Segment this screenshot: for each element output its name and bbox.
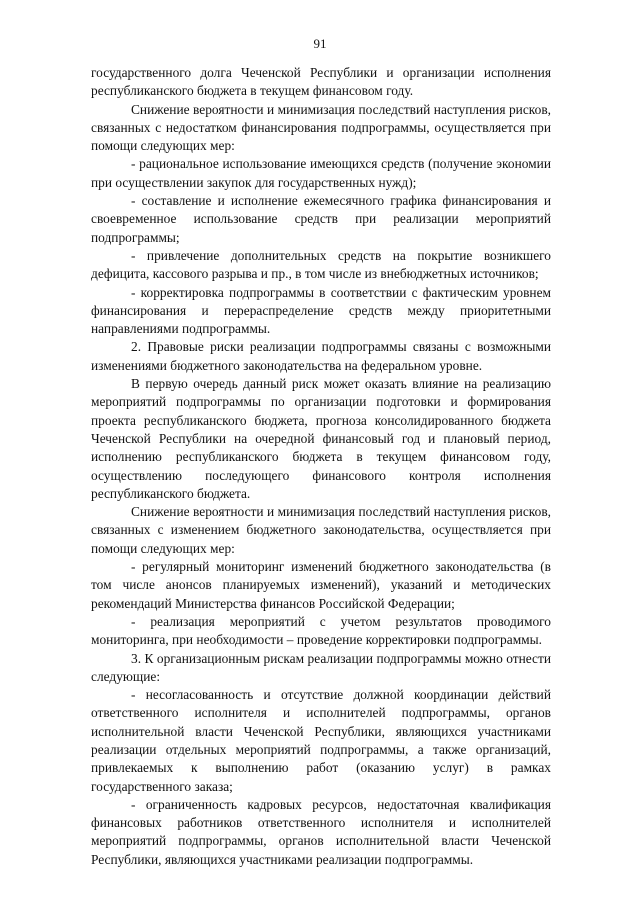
paragraph-legal-risk-impact: В первую очередь данный риск может оказать влияние на реализацию мероприятий подпрограммы по организации подготовки и формирования проекта республиканского бюджета, прогноза консолидированного бюджета Чеченской Республики на очередной финансовый год и плановый период, исполнению республиканского бюджета в текущем финансовом году, осуществлению последующего финансового контроля исполнения республиканского бюджета. xyxy=(91,376,551,501)
paragraph-legal-risks: 2. Правовые риски реализации подпрограммы связаны с возможными изменениями бюджетного законодательства на федеральном уровне. xyxy=(91,339,551,373)
document-body xyxy=(91,64,551,869)
paragraph-risk-mitigation-legal: Снижение вероятности и минимизация последствий наступления рисков, связанных с изменением бюджетного законодательства, осуществляется при помощи следующих мер: xyxy=(91,504,551,556)
list-item-implementation: - реализация мероприятий с учетом результатов проводимого мониторинга, при необходимости – проведение корректировки подпрограммы. xyxy=(91,613,551,648)
paragraph-continuation: государственного долга Чеченской Республики и организации исполнения республиканского бюджета в текущем финансовом году. xyxy=(91,65,551,99)
list-item-monitoring: - регулярный мониторинг изменений бюджетного законодательства (в том числе анонсов планируемых изменений), указаний и методических рекомендаций Министерства финансов Российской Федерации; xyxy=(91,559,551,611)
list-item-program-adjustment: - корректировка подпрограммы в соответствии с фактическим уровнем финансирования и перераспределение средств между приоритетными направлениями подпрограммы. xyxy=(91,284,551,337)
list-item-additional-funds: - привлечение дополнительных средств на покрытие возникшего дефицита, кассового разрыва и пр., в том числе из внебюджетных источников; xyxy=(91,247,551,282)
list-item-rational-use: - рациональное использование имеющихся средств (получение экономии при осуществлении закупок для государственных нужд); xyxy=(91,156,551,190)
paragraph-risk-mitigation-financing: Снижение вероятности и минимизация последствий наступления рисков, связанных с недостатком финансирования подпрограммы, осуществляется при помощи следующих мер: xyxy=(91,101,551,154)
paragraph-organizational-risks: 3. К организационным рискам реализации подпрограммы можно отнести следующие: xyxy=(91,650,551,684)
page-number: 91 xyxy=(313,36,327,51)
list-item-monthly-schedule: - составление и исполнение ежемесячного графика финансирования и своевременное использование средств при реализации мероприятий подпрограммы; xyxy=(91,193,551,245)
list-item-staff-limits: - ограниченность кадровых ресурсов, недостаточная квалификация финансовых работников ответственного исполнителя и исполнителей мероприятий подпрограммы, органов исполнительной власти Чеченской Республики, являющихся участниками реализации подпрограммы. xyxy=(91,796,551,867)
list-item-coordination: - несогласованность и отсутствие должной координации действий ответственного исполнителя и исполнителей подпрограммы, органов исполнительной власти Чеченской Республики, являющихся участниками реализации отдельных мероприятий подпрограммы, а также организаций, привлекаемых к выполнению работ (оказанию услуг) в рамках государственного заказа; xyxy=(91,687,551,794)
